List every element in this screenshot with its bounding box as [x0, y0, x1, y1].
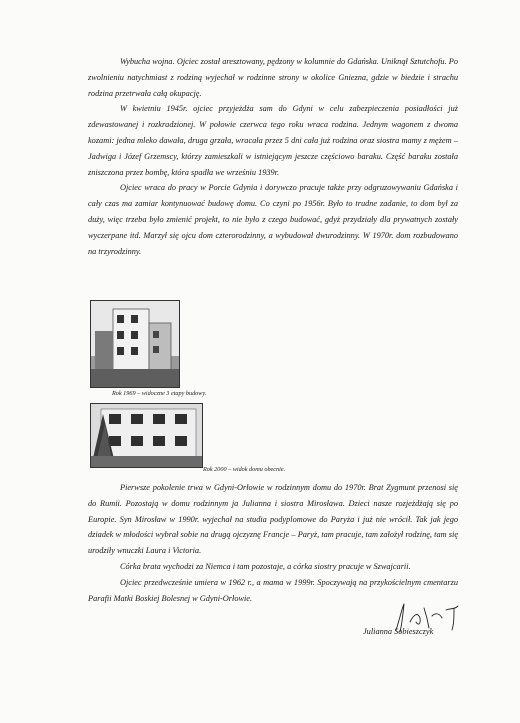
paragraph-war: Wybucha wojna. Ojciec został aresztowany, pędzony w kolumnie do Gdańska. Uniknął Sztutchofu. Po zwolnieniu natychmiast z rodziną wyjechał w rodzinne strony w okolice Gniezna, gdzie w biedzie i strachu rodzina przetrwała całą okupację.: [88, 57, 458, 98]
photo-1969-caption: Rok 1969 – widoczne 3 etapy budowy.: [112, 390, 207, 397]
lower-text-block: [88, 480, 458, 606]
paragraph-daughters: Córka brata wychodzi za Niemca i tam pozostaje, a córka siostry pracuje w Szwajcarii.: [120, 561, 411, 571]
photo-house-2000: [90, 403, 203, 468]
paragraph-port: Ojciec wraca do pracy w Porcie Gdynia i dorywczo pracuje także przy odgruzowywaniu Gdańska i cały czas ma zamiar kontynuować budowę domu. Co czyni po 1956r. Było to trudne zadanie, to dom był za duży, więc trzeba było zmienić projekt, to nie było z czego budować, gdyż przydziały dla prywatnych zostały wyczerpane itd. Marzył się ojcu dom czterorodzinny, a wybudował dwurodzinny. W 1970r. dom rozbudowano na trzyrodzinny.: [88, 183, 458, 256]
upper-text-block: [88, 54, 458, 259]
photo-2000-caption: Rok 2000 – widok domu obecnie.: [203, 466, 286, 473]
signature-name: Julianna Sobieszczyk: [363, 627, 434, 636]
paragraph-parents: Ojciec przedwcześnie umiera w 1962 r., a mama w 1999r. Spoczywają na przykościelnym cmentarzu Parafii Matki Boskiej Bolesnej w Gdyni-Orłowie.: [88, 577, 458, 603]
paragraph-generations: Pierwsze pokolenie trwa w Gdyni-Orłowie w rodzinnym domu do 1970r. Brat Zygmunt przenosi się do Rumii. Pozostają w domu rodzinnym ja Julianna i siostra Mirosława. Dzieci nasze rozjeżdżają się po Europie. Syn Mirosław w 1990r. wyjechał na studia podyplomowe do Paryża i już nie wrócił. Tak jak jego dziadek w młodości wybrał sobie na drugą ojczyznę Francje – Paryż, tam pracuje, tam założył rodzinę, tam się urodziły wnuczki Laura i Victoria.: [88, 483, 458, 556]
paragraph-1945: W kwietniu 1945r. ojciec przyjeżdża sam do Gdyni w celu zabezpieczenia posiadłości już zdewastowanej i rozkradzionej. W połowie czerwca tego roku wraca rodzina. Jednym wagonem z dwoma kozami: jedna mleko dawała, druga grzała, wracała przez 5 dni cała już rodzina oraz siostra mamy z mężem – Jadwiga i Józef Grzemscy, którzy zamieszkali w istniejącym jeszcze częściowo baraku. Część baraku została zniszczona przez bombę, która spadła we wrześniu 1939r.: [88, 104, 458, 177]
photo-house-1969: [90, 300, 180, 388]
house-1969-image: [91, 301, 179, 387]
house-2000-image: [91, 404, 202, 467]
